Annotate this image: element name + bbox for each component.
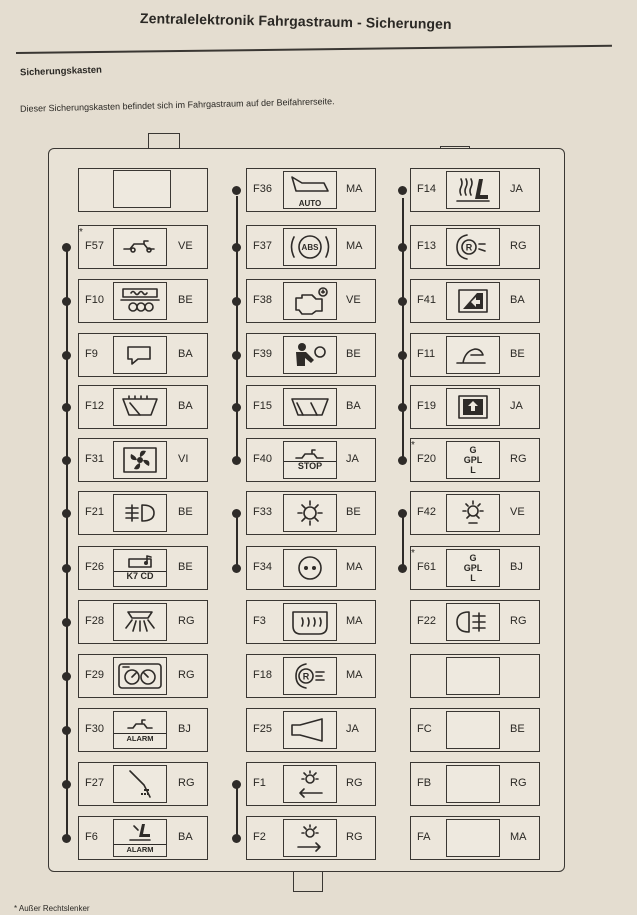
fuse-number: F14: [417, 183, 436, 195]
fuse-number: F31: [85, 453, 104, 465]
abs-icon: [283, 228, 337, 266]
contact-dot: [398, 186, 407, 195]
fuse-number: F10: [85, 294, 104, 306]
fuse-number: F20: [417, 453, 436, 465]
contact-dot: [398, 351, 407, 360]
fuse-number: F33: [253, 506, 272, 518]
fuse-number: F15: [253, 400, 272, 412]
fuse-number: F42: [417, 506, 436, 518]
footnote-marker: *: [411, 548, 415, 559]
light-icon: [283, 494, 337, 532]
fuse-color-code: RG: [178, 777, 195, 789]
fuse-color-code: RG: [510, 615, 527, 627]
section-heading: Sicherungskasten: [19, 64, 103, 79]
footnote-marker: *: [411, 440, 415, 451]
horn-icon: [283, 711, 337, 749]
page-title: Zentralelektronik Fahrgastraum - Sicherungen: [139, 10, 452, 32]
window-lift-right-icon: [446, 388, 500, 426]
gpl-label: GPL: [463, 455, 483, 465]
fuse-color-code: RG: [178, 615, 195, 627]
icon-caption: ALARM: [114, 733, 166, 743]
fuse-color-code: MA: [346, 615, 363, 627]
contact-dot: [232, 564, 241, 573]
brake-stop-icon: [283, 441, 337, 479]
fuse-number: F19: [417, 400, 436, 412]
contact-dot: [62, 618, 71, 627]
fuse-number: F34: [253, 561, 272, 573]
car-lock-icon: [113, 228, 167, 266]
fuse-number: FC: [417, 723, 432, 735]
contact-dot: [232, 243, 241, 252]
engine-icon: [283, 282, 337, 320]
fuse-color-code: BE: [346, 506, 361, 518]
contact-dot: [232, 351, 241, 360]
footnote: * Außer Rechtslenker: [14, 904, 90, 913]
gpl-icon: [446, 549, 500, 587]
fuse-number: F61: [417, 561, 436, 573]
fuse-color-code: VE: [510, 506, 525, 518]
bus-bar-right-mid: [402, 512, 404, 568]
fuse-color-code: BE: [510, 348, 525, 360]
fuse-color-code: JA: [346, 453, 359, 465]
bus-bar-middle-bottom: [236, 782, 238, 838]
contact-dot: [62, 726, 71, 735]
fuse-number: F30: [85, 723, 104, 735]
contact-dot: [232, 780, 241, 789]
fuse-number: F40: [253, 453, 272, 465]
fuse-color-code: MA: [346, 240, 363, 252]
fuse-number: FA: [417, 831, 431, 843]
gpl-label: G: [469, 445, 477, 455]
svg-text:R: R: [302, 671, 310, 682]
bus-bar-middle-mid: [236, 514, 238, 568]
fuse-color-code: BE: [510, 723, 525, 735]
fuse-number: F27: [85, 777, 104, 789]
auto-climate-icon: [283, 171, 337, 209]
fuse-color-code: BE: [178, 506, 193, 518]
bus-bar-right-top: [402, 198, 404, 458]
fog-light-icon: [113, 494, 167, 532]
contact-dot: [232, 834, 241, 843]
icon-caption: STOP: [284, 461, 336, 471]
fuse-number: FB: [417, 777, 432, 789]
left-indicator-light-icon: [283, 765, 337, 803]
fuse-color-code: BJ: [178, 723, 191, 735]
fuse-number: F22: [417, 615, 436, 627]
fuse-number: F2: [253, 831, 266, 843]
contact-dot: [62, 834, 71, 843]
fuse-color-code: RG: [178, 669, 195, 681]
contact-dot: [232, 456, 241, 465]
contact-dot: [232, 186, 241, 195]
fuse-number: F28: [85, 615, 104, 627]
fuse-color-code: BA: [178, 400, 193, 412]
reverse-light-icon: [283, 657, 337, 695]
contact-dot: [398, 297, 407, 306]
contact-dot: [398, 509, 407, 518]
contact-dot: [62, 672, 71, 681]
fuse-color-code: JA: [510, 400, 523, 412]
contact-dot: [62, 509, 71, 518]
fuse-number: F25: [253, 723, 272, 735]
fuse-color-code: BE: [346, 348, 361, 360]
contact-dot: [398, 403, 407, 412]
fuse-number: F39: [253, 348, 272, 360]
contact-dot: [398, 564, 407, 573]
fuse-color-code: RG: [510, 777, 527, 789]
contact-dot: [398, 456, 407, 465]
footnote-marker: *: [79, 227, 83, 238]
seat-heating-icon: [446, 171, 500, 209]
bus-bar-middle-top: [236, 196, 238, 462]
fuse-color-code: VE: [178, 240, 193, 252]
blank-box-icon: [446, 819, 500, 857]
contact-dot: [62, 780, 71, 789]
dual-wiper-icon: [283, 388, 337, 426]
fuse-color-code: BE: [178, 294, 193, 306]
fuse-color-code: RG: [510, 240, 527, 252]
fuse-color-code: JA: [510, 183, 523, 195]
fuse-number: F36: [253, 183, 272, 195]
contact-dot: [232, 403, 241, 412]
gpl-label: L: [470, 465, 476, 475]
contact-dot: [62, 403, 71, 412]
airbag-icon: [283, 336, 337, 374]
heated-rear-window-icon: [283, 603, 337, 641]
fuse-number: F18: [253, 669, 272, 681]
fuse-number: F11: [417, 348, 436, 360]
alarm-icon: [113, 711, 167, 749]
light-bulb-icon: [446, 494, 500, 532]
fuse-color-code: RG: [346, 831, 363, 843]
fuse-number: F3: [253, 615, 266, 627]
fuse-number: F41: [417, 294, 436, 306]
fuse-color-code: BA: [178, 348, 193, 360]
bus-bar-left: [66, 246, 68, 838]
radio-cassette-icon: [113, 549, 167, 587]
fuse-number: F38: [253, 294, 272, 306]
gpl-icon: [446, 441, 500, 479]
window-lift-left-icon: [446, 282, 500, 320]
electric-mirror-icon: [113, 336, 167, 374]
fuse-number: F13: [417, 240, 436, 252]
blank-box-icon: [446, 765, 500, 803]
fuse-color-code: MA: [510, 831, 527, 843]
gpl-label: L: [470, 573, 476, 583]
fuse-color-code: RG: [510, 453, 527, 465]
blank-box-icon: [113, 170, 171, 208]
gpl-label: GPL: [463, 563, 483, 573]
interior-light-icon: [113, 603, 167, 641]
contact-dot: [62, 456, 71, 465]
windscreen-wiper-icon: [113, 388, 167, 426]
seat-belt-icon: [113, 765, 167, 803]
fuse-color-code: VI: [178, 453, 189, 465]
fuse-number: F26: [85, 561, 104, 573]
fuse-number: F29: [85, 669, 104, 681]
fuse-color-code: JA: [346, 723, 359, 735]
fuse-number: F1: [253, 777, 266, 789]
blank-box-icon: [446, 711, 500, 749]
fuse-color-code: BJ: [510, 561, 523, 573]
fuse-number: F57: [85, 240, 104, 252]
fuse-number: F9: [85, 348, 98, 360]
svg-text:ABS: ABS: [301, 243, 319, 252]
fuse-number: F21: [85, 506, 104, 518]
ventilation-fan-icon: [113, 441, 167, 479]
icon-caption: ALARM: [114, 844, 166, 854]
contact-dot: [232, 297, 241, 306]
contact-dot: [62, 351, 71, 360]
instrument-cluster-icon: [113, 657, 167, 695]
rear-defrost-mirror-heat-icon: [113, 282, 167, 320]
fuse-number: F6: [85, 831, 98, 843]
rear-fog-light-icon: [446, 603, 500, 641]
seat-adjust-icon: [446, 336, 500, 374]
fuse-color-code: MA: [346, 669, 363, 681]
contact-dot: [62, 243, 71, 252]
location-note: Dieser Sicherungskasten befindet sich im Fahrgastraum auf der Beifahrerseite.: [19, 96, 335, 114]
icon-caption: K7 CD: [114, 571, 166, 581]
fuse-number: F12: [85, 400, 104, 412]
socket-icon: [283, 549, 337, 587]
contact-dot: [398, 243, 407, 252]
fuse-color-code: BE: [178, 561, 193, 573]
fuse-number: F37: [253, 240, 272, 252]
blank-box-icon: [446, 657, 500, 695]
fuse-color-code: BA: [510, 294, 525, 306]
contact-dot: [232, 509, 241, 518]
fuse-color-code: VE: [346, 294, 361, 306]
fuse-color-code: MA: [346, 183, 363, 195]
fuse-color-code: BA: [178, 831, 193, 843]
gpl-label: G: [469, 553, 477, 563]
right-indicator-light-icon: [283, 819, 337, 857]
contact-dot: [62, 297, 71, 306]
fuse-color-code: RG: [346, 777, 363, 789]
reverse-lamp-icon: [446, 228, 500, 266]
fuse-color-code: BA: [346, 400, 361, 412]
contact-dot: [62, 564, 71, 573]
seat-alarm-icon: [113, 819, 167, 857]
icon-caption: AUTO: [298, 198, 322, 208]
fuse-color-code: MA: [346, 561, 363, 573]
svg-text:R: R: [465, 242, 473, 253]
